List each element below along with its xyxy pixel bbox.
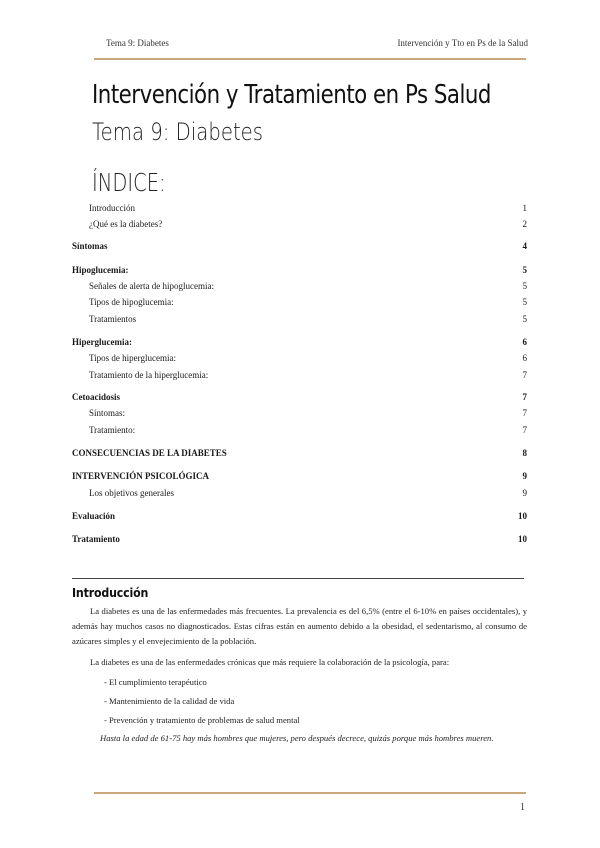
toc-entry-label: Tratamiento de la hiperglucemia: — [89, 370, 209, 380]
toc-entry-label: Tratamiento — [72, 534, 120, 544]
toc-entry-page: 9 — [522, 488, 527, 498]
toc-entry-page: 7 — [522, 392, 527, 402]
toc-entry-label: Tipos de hipoglucemia: — [89, 297, 174, 307]
bullet-item: - Prevención y tratamiento de problemas de salud mental — [104, 715, 300, 725]
toc-entry-label: Síntomas — [72, 241, 108, 251]
toc-entry-page: 9 — [522, 471, 527, 481]
toc-entry-label: INTERVENCIÓN PSICOLÓGICA — [72, 471, 209, 481]
header-right: Intervención y Tto en Ps de la Salud — [397, 38, 528, 48]
toc-entry[interactable] — [0, 447, 600, 459]
toc-entry-label: Introducción — [89, 203, 135, 213]
toc-entry-page: 6 — [522, 353, 527, 363]
toc-entry[interactable] — [0, 533, 600, 545]
toc-entry[interactable] — [0, 407, 600, 419]
footer-rule — [94, 792, 526, 794]
toc-entry[interactable] — [0, 280, 600, 292]
toc-entry-page: 5 — [522, 281, 527, 291]
toc-entry-page: 2 — [522, 219, 527, 229]
document-title: Intervención y Tratamiento en Ps Salud — [92, 80, 491, 110]
toc-entry-label: Hipoglucemia: — [72, 265, 129, 275]
toc-entry[interactable] — [0, 336, 600, 348]
intro-paragraph-2: La diabetes es una de las enfermedades crónicas que más requiere la colaboración de la psicología, para: — [90, 657, 450, 667]
toc-entry-page: 7 — [522, 408, 527, 418]
toc-entry[interactable] — [0, 424, 600, 436]
bullet-item: - El cumplimiento terapéutico — [104, 677, 207, 687]
intro-heading: Introducción — [72, 586, 149, 600]
toc-entry-label: Tipos de hiperglucemia: — [89, 353, 176, 363]
toc-entry-page: 7 — [522, 370, 527, 380]
toc-entry-label: Los objetivos generales — [89, 488, 174, 498]
header-rule — [94, 58, 526, 60]
toc-entry-label: Síntomas: — [89, 408, 126, 418]
toc-entry-label: ¿Qué es la diabetes? — [89, 219, 163, 229]
toc-entry-label: CONSECUENCIAS DE LA DIABETES — [72, 448, 227, 458]
header-left: Tema 9: Diabetes — [106, 38, 169, 48]
toc-entry[interactable] — [0, 510, 600, 522]
toc-entry-page: 5 — [522, 265, 527, 275]
toc-entry-label: Cetoacidosis — [72, 392, 120, 402]
toc-entry-page: 10 — [518, 511, 527, 521]
page-number: 1 — [520, 802, 525, 813]
toc-entry-page: 5 — [522, 314, 527, 324]
toc-entry[interactable] — [0, 391, 600, 403]
bullet-item: - Mantenimiento de la calidad de vida — [104, 696, 235, 706]
intro-paragraph-1: La diabetes es una de las enfermedades más frecuentes. La prevalencia es del 6,5% (entre el 6-10% en países occidentales), y además hay muchos casos no diagnosticados. Estas cifras están en aumento debido a la obesidad, el sedentarismo, al consumo de azúcares simples y el envejecimiento de la población. — [72, 606, 527, 646]
toc-entry[interactable] — [0, 313, 600, 325]
toc-entry-page: 10 — [518, 534, 527, 544]
toc-entry-page: 5 — [522, 297, 527, 307]
toc-entry-label: Tratamiento: — [89, 425, 136, 435]
toc-entry-label: Tratamientos — [89, 314, 137, 324]
toc-entry[interactable] — [0, 352, 600, 364]
toc-entry-page: 4 — [522, 241, 527, 251]
toc-entry[interactable] — [0, 202, 600, 214]
toc-entry[interactable] — [0, 218, 600, 230]
toc-entry-label: Evaluación — [72, 511, 116, 521]
toc-entry[interactable] — [0, 487, 600, 499]
toc-entry-page: 1 — [522, 203, 527, 213]
toc-entry-page: 8 — [522, 448, 527, 458]
toc-entry[interactable] — [0, 296, 600, 308]
toc-entry[interactable] — [0, 470, 600, 482]
toc-entry[interactable] — [0, 264, 600, 276]
document-subtitle: Tema 9: Diabetes — [92, 118, 264, 146]
index-heading: ÍNDICE: — [92, 168, 166, 197]
toc-entry[interactable] — [0, 369, 600, 381]
toc-entry-page: 6 — [522, 337, 527, 347]
intro-note: Hasta la edad de 61-75 hay más hombres que mujeres, pero después decrece, quizás porque más hombres mueren. — [100, 733, 494, 743]
toc-entry[interactable] — [0, 240, 600, 252]
toc-entry-label: Señales de alerta de hipoglucemia: — [89, 281, 214, 291]
section-divider — [72, 578, 524, 579]
toc-entry-label: Hiperglucemia: — [72, 337, 132, 347]
toc-entry-page: 7 — [522, 425, 527, 435]
